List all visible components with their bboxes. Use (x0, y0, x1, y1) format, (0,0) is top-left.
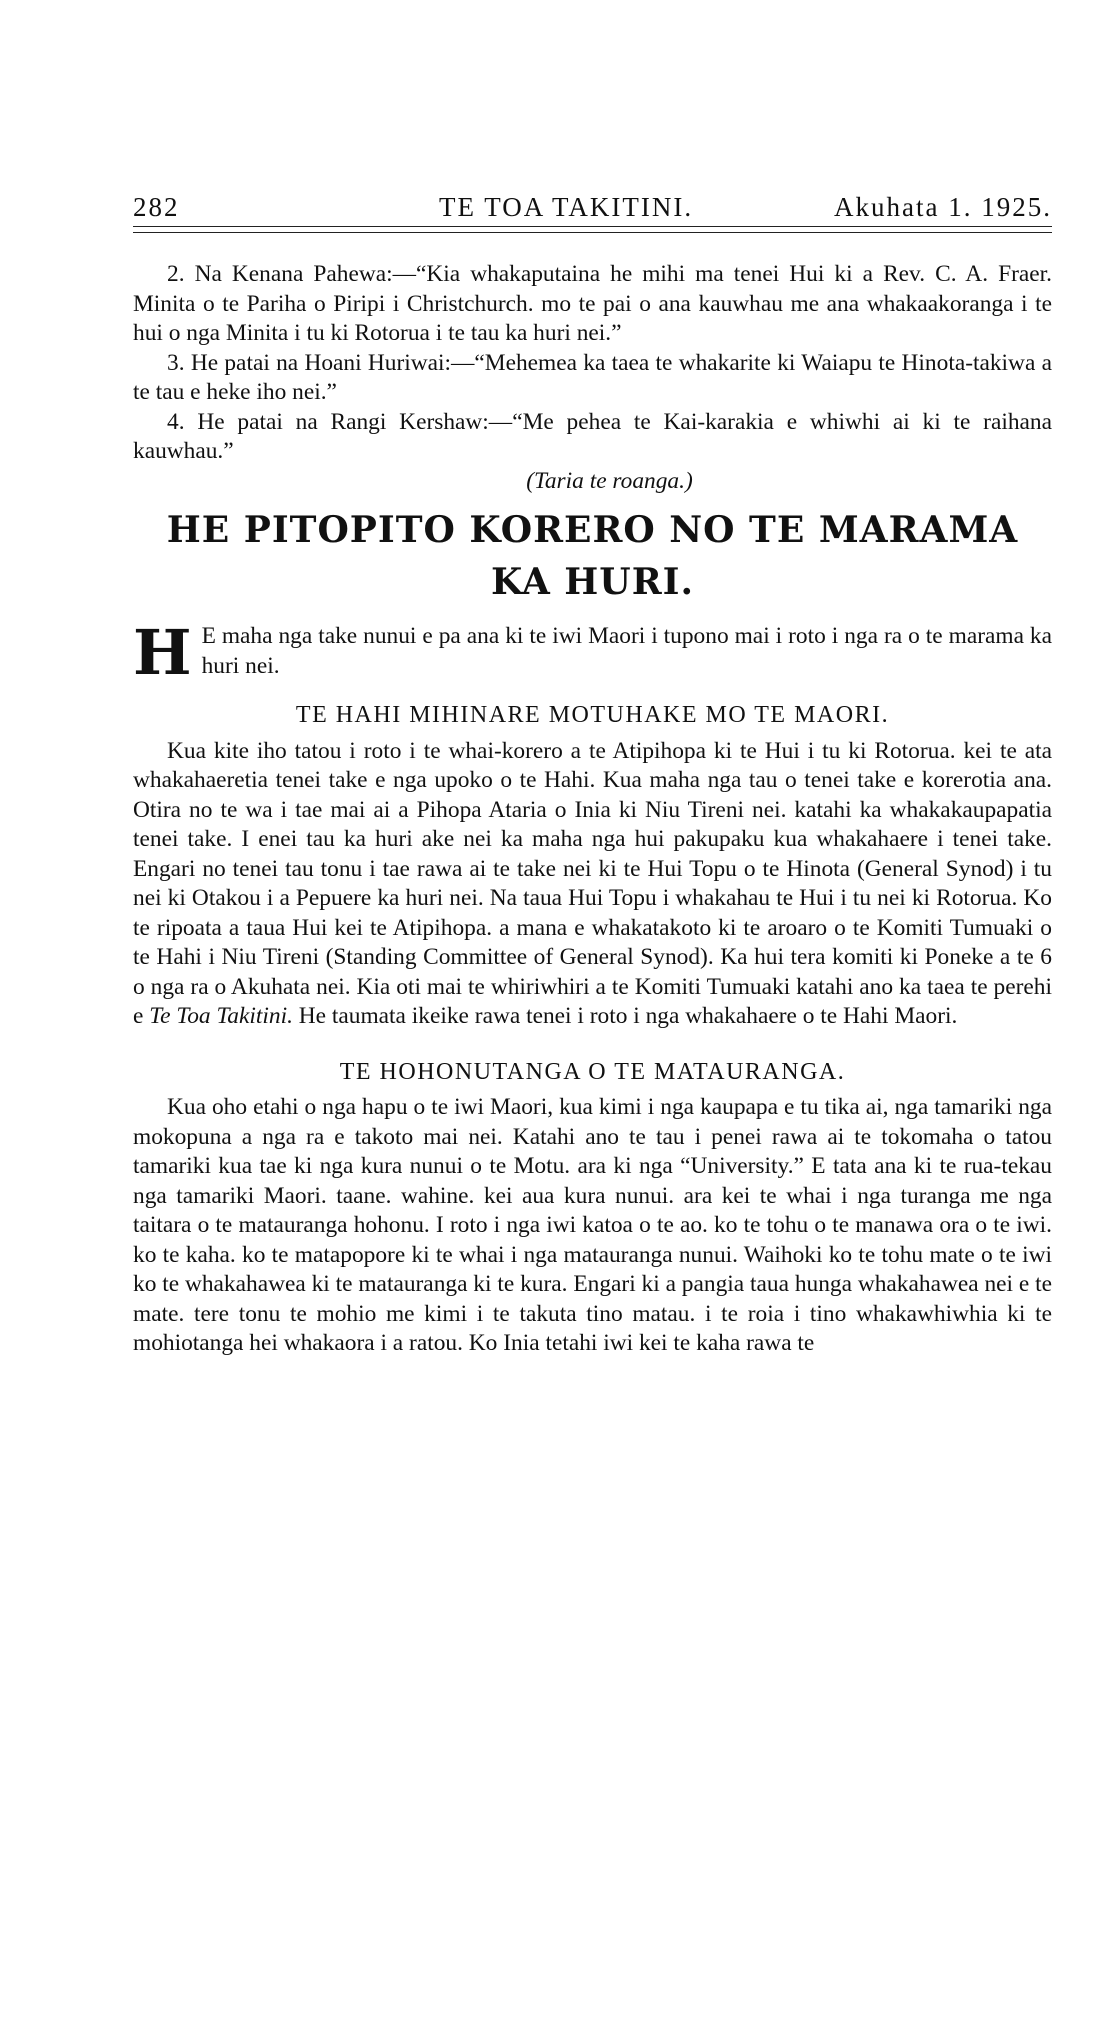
section-heading-maori-church: TE HAHI MIHINARE MOTUHAKE MO TE MAORI. (295, 702, 890, 728)
article-body (133, 260, 1052, 1359)
intro-paragraph (133, 616, 1052, 689)
drop-cap-letter: H (133, 616, 192, 689)
publication-name-italic: Te Toa Takitini. (149, 1003, 293, 1029)
agenda-item-3: 3. He patai na Hoani Huriwai:—“Mehemea ka taea te whakarite ki Waiapu te Hinota-takiwa a te tau e heke iho nei.” (133, 349, 1052, 405)
page-header (133, 188, 1052, 228)
header-rule-bottom (133, 232, 1052, 233)
agenda-item-4: 4. He patai na Rangi Kershaw:—“Me pehea te Kai-karakia e whiwhi ai ki te raihana kauwhau.” (133, 408, 1052, 464)
header-rule-top (133, 226, 1052, 227)
section-heading-education: TE HOHONUTANGA O TE MATAURANGA. (339, 1058, 846, 1085)
page-number: 282 (133, 192, 180, 222)
continued-note: (Taria te roanga.) (526, 467, 693, 494)
agenda-item-2: 2. Na Kenana Pahewa:—“Kia whakaputaina he mihi ma tenei Hui ki a Rev. C. A. Fraer. Minita o te Pariha o Piripi i Christchurch. mo te pai o ana kauwhau me ana whakaakoranga i te hui o nga Minita i tu ki Rotorua i te tau ka huri nei.” (133, 261, 1052, 346)
maori-church-text-b: He taumata ikeike rawa tenei i roto i nga whakahaere o te Hahi Maori. (298, 1003, 958, 1029)
news-section-heading: HE PITOPITO KORERO NO TE MARAMA KA HURI. (166, 509, 1019, 603)
publication-title: TE TOA TAKITINI. (439, 192, 694, 222)
maori-church-paragraph (133, 737, 1052, 1032)
intro-text: E maha nga take nunui e pa ana ki te iwi Maori i tupono mai i roto i nga ra o te marama ka huri nei. (201, 623, 1052, 679)
maori-church-text-a: Kua kite iho tatou i roto i te whai-korero a te Atipihopa ki te Hui i tu ki Rotorua. kei te ata whakahaeretia tenei take e nga upoko o te Hahi. Kua maha nga tau o tenei take e korerotia ana. Otira no te wa i tae mai ai a Pihopa Ataria o Inia ki Niu Tireni nei. katahi ka whakakaupapatia tenei take. I enei tau ka huri ake nei ka maha nga hui pakupaku kua whakahaere i tenei take. Engari no tenei tau tonu i tae rawa ai te take nei ki te Hui Topu o te Hinota (General Synod) i tu nei ki Otakou i a Pepuere ka huri nei. Na taua Hui Topu i whakahau te Hui i tu nei ki Rotorua. Ko te ripoata a taua Hui kei te Atipihopa. a mana e whakatakoto ki te aroaro o te Komiti Tumuaki o te Hahi i Niu Tireni (Standing Committee of General Synod). Ka hui tera komiti ki Poneke a te 6 o nga ra o Akuhata nei. Kia oti mai te whiriwhiri a te Komiti Tumuaki katahi ano ka taea te perehi e (133, 737, 1052, 1029)
education-paragraph: Kua oho etahi o nga hapu o te iwi Maori, kua kimi i nga kaupapa e tu tika ai, nga tamariki nga mokopuna a nga ra e takoto mai nei. Katahi ano te tau i penei rawa ai te tokomaha o tatou tamariki kua tae ki nga kura nunui o te Motu. ara ki nga “University.” E tata ana ki te rua-tekau nga tamariki Maori. taane. wahine. kei aua kura nunui. ara kei te whai i nga turanga me nga taitara o te matauranga hohonu. I roto i nga iwi katoa o te ao. ko te tohu o te manawa ora o te iwi. ko te kaha. ko te matapopore ki te whai i nga matauranga nunui. Waihoki ko te tohu mate o te iwi ko te whakahawea ki te matauranga ki te kura. Engari ki a pangia taua hunga whakahawea nei e te mate. tere tonu te mohio me kimi i te takuta tino matau. i te roia i tino whakawhiwhia ki te mohiotanga hei whakaora i a ratou. Ko Inia tetahi iwi kei te kaha rawa te (133, 1094, 1052, 1356)
issue-date: Akuhata 1. 1925. (834, 192, 1052, 222)
